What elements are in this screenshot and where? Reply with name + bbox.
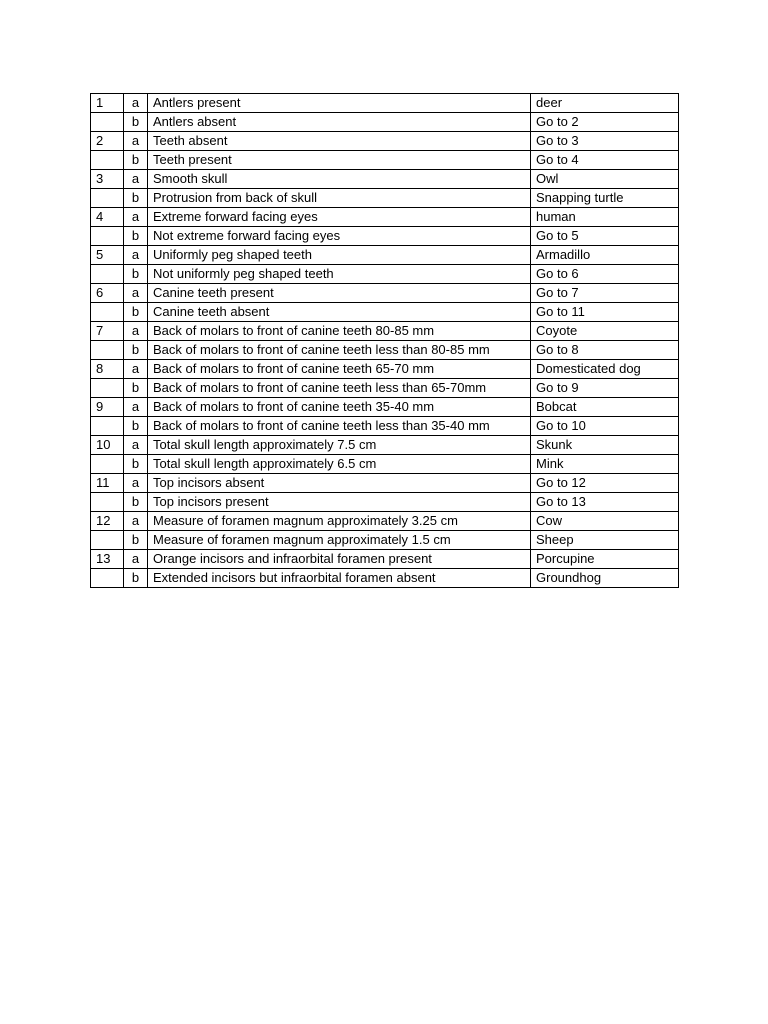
description-cell: Back of molars to front of canine teeth less than 35-40 mm [148,417,531,436]
description-cell: Teeth present [148,151,531,170]
description-cell: Measure of foramen magnum approximately 1.5 cm [148,531,531,550]
description-cell: Uniformly peg shaped teeth [148,246,531,265]
result-cell: Go to 2 [531,113,679,132]
key-table-body [91,94,679,588]
table-row [91,531,679,550]
result-cell: Go to 10 [531,417,679,436]
couplet-number-cell [91,151,124,170]
choice-letter-cell: a [124,398,148,417]
table-row [91,474,679,493]
choice-letter-cell: b [124,189,148,208]
result-cell: human [531,208,679,227]
choice-letter-cell: a [124,284,148,303]
choice-letter-cell: a [124,512,148,531]
description-cell: Orange incisors and infraorbital foramen present [148,550,531,569]
table-row [91,417,679,436]
couplet-number-cell: 3 [91,170,124,189]
result-cell: Go to 11 [531,303,679,322]
couplet-number-cell [91,455,124,474]
couplet-number-cell: 5 [91,246,124,265]
choice-letter-cell: b [124,531,148,550]
result-cell: Go to 13 [531,493,679,512]
choice-letter-cell: a [124,322,148,341]
couplet-number-cell [91,113,124,132]
choice-letter-cell: a [124,550,148,569]
description-cell: Total skull length approximately 6.5 cm [148,455,531,474]
description-cell: Back of molars to front of canine teeth less than 80-85 mm [148,341,531,360]
table-row [91,227,679,246]
couplet-number-cell: 6 [91,284,124,303]
result-cell: Porcupine [531,550,679,569]
table-row [91,569,679,588]
couplet-number-cell: 13 [91,550,124,569]
couplet-number-cell [91,303,124,322]
description-cell: Antlers absent [148,113,531,132]
description-cell: Top incisors present [148,493,531,512]
description-cell: Back of molars to front of canine teeth 65-70 mm [148,360,531,379]
table-row [91,208,679,227]
table-row [91,170,679,189]
table-row [91,512,679,531]
table-row [91,303,679,322]
result-cell: Go to 8 [531,341,679,360]
choice-letter-cell: a [124,208,148,227]
table-row [91,436,679,455]
description-cell: Back of molars to front of canine teeth less than 65-70mm [148,379,531,398]
couplet-number-cell [91,265,124,284]
description-cell: Smooth skull [148,170,531,189]
dichotomous-key-table [90,93,679,588]
choice-letter-cell: b [124,493,148,512]
choice-letter-cell: a [124,246,148,265]
description-cell: Teeth absent [148,132,531,151]
table-row [91,151,679,170]
result-cell: Go to 12 [531,474,679,493]
result-cell: Armadillo [531,246,679,265]
result-cell: Sheep [531,531,679,550]
table-row [91,94,679,113]
choice-letter-cell: a [124,474,148,493]
table-row [91,132,679,151]
description-cell: Extended incisors but infraorbital foramen absent [148,569,531,588]
couplet-number-cell: 8 [91,360,124,379]
couplet-number-cell [91,493,124,512]
description-cell: Canine teeth absent [148,303,531,322]
result-cell: Go to 9 [531,379,679,398]
result-cell: Owl [531,170,679,189]
choice-letter-cell: a [124,360,148,379]
couplet-number-cell: 1 [91,94,124,113]
table-row [91,246,679,265]
choice-letter-cell: b [124,455,148,474]
couplet-number-cell [91,531,124,550]
choice-letter-cell: b [124,303,148,322]
couplet-number-cell [91,379,124,398]
couplet-number-cell [91,569,124,588]
description-cell: Not uniformly peg shaped teeth [148,265,531,284]
choice-letter-cell: a [124,132,148,151]
couplet-number-cell [91,341,124,360]
table-row [91,322,679,341]
table-row [91,284,679,303]
description-cell: Back of molars to front of canine teeth 35-40 mm [148,398,531,417]
choice-letter-cell: b [124,417,148,436]
result-cell: Snapping turtle [531,189,679,208]
couplet-number-cell: 9 [91,398,124,417]
couplet-number-cell: 7 [91,322,124,341]
choice-letter-cell: b [124,113,148,132]
table-row [91,341,679,360]
table-row [91,189,679,208]
result-cell: Skunk [531,436,679,455]
description-cell: Measure of foramen magnum approximately 3.25 cm [148,512,531,531]
result-cell: Groundhog [531,569,679,588]
result-cell: Go to 6 [531,265,679,284]
result-cell: Go to 5 [531,227,679,246]
description-cell: Top incisors absent [148,474,531,493]
description-cell: Not extreme forward facing eyes [148,227,531,246]
table-row [91,113,679,132]
table-row [91,360,679,379]
choice-letter-cell: b [124,227,148,246]
table-row [91,265,679,284]
couplet-number-cell [91,227,124,246]
choice-letter-cell: a [124,436,148,455]
couplet-number-cell [91,417,124,436]
choice-letter-cell: a [124,94,148,113]
description-cell: Canine teeth present [148,284,531,303]
result-cell: Go to 7 [531,284,679,303]
table-row [91,550,679,569]
result-cell: Cow [531,512,679,531]
table-row [91,398,679,417]
description-cell: Antlers present [148,94,531,113]
choice-letter-cell: a [124,170,148,189]
result-cell: deer [531,94,679,113]
result-cell: Domesticated dog [531,360,679,379]
description-cell: Back of molars to front of canine teeth 80-85 mm [148,322,531,341]
couplet-number-cell: 10 [91,436,124,455]
description-cell: Total skull length approximately 7.5 cm [148,436,531,455]
description-cell: Protrusion from back of skull [148,189,531,208]
result-cell: Go to 3 [531,132,679,151]
choice-letter-cell: b [124,151,148,170]
description-cell: Extreme forward facing eyes [148,208,531,227]
couplet-number-cell: 4 [91,208,124,227]
result-cell: Coyote [531,322,679,341]
result-cell: Mink [531,455,679,474]
table-row [91,493,679,512]
choice-letter-cell: b [124,379,148,398]
couplet-number-cell: 12 [91,512,124,531]
result-cell: Go to 4 [531,151,679,170]
couplet-number-cell: 11 [91,474,124,493]
result-cell: Bobcat [531,398,679,417]
choice-letter-cell: b [124,341,148,360]
couplet-number-cell: 2 [91,132,124,151]
table-row [91,455,679,474]
choice-letter-cell: b [124,569,148,588]
choice-letter-cell: b [124,265,148,284]
couplet-number-cell [91,189,124,208]
table-row [91,379,679,398]
